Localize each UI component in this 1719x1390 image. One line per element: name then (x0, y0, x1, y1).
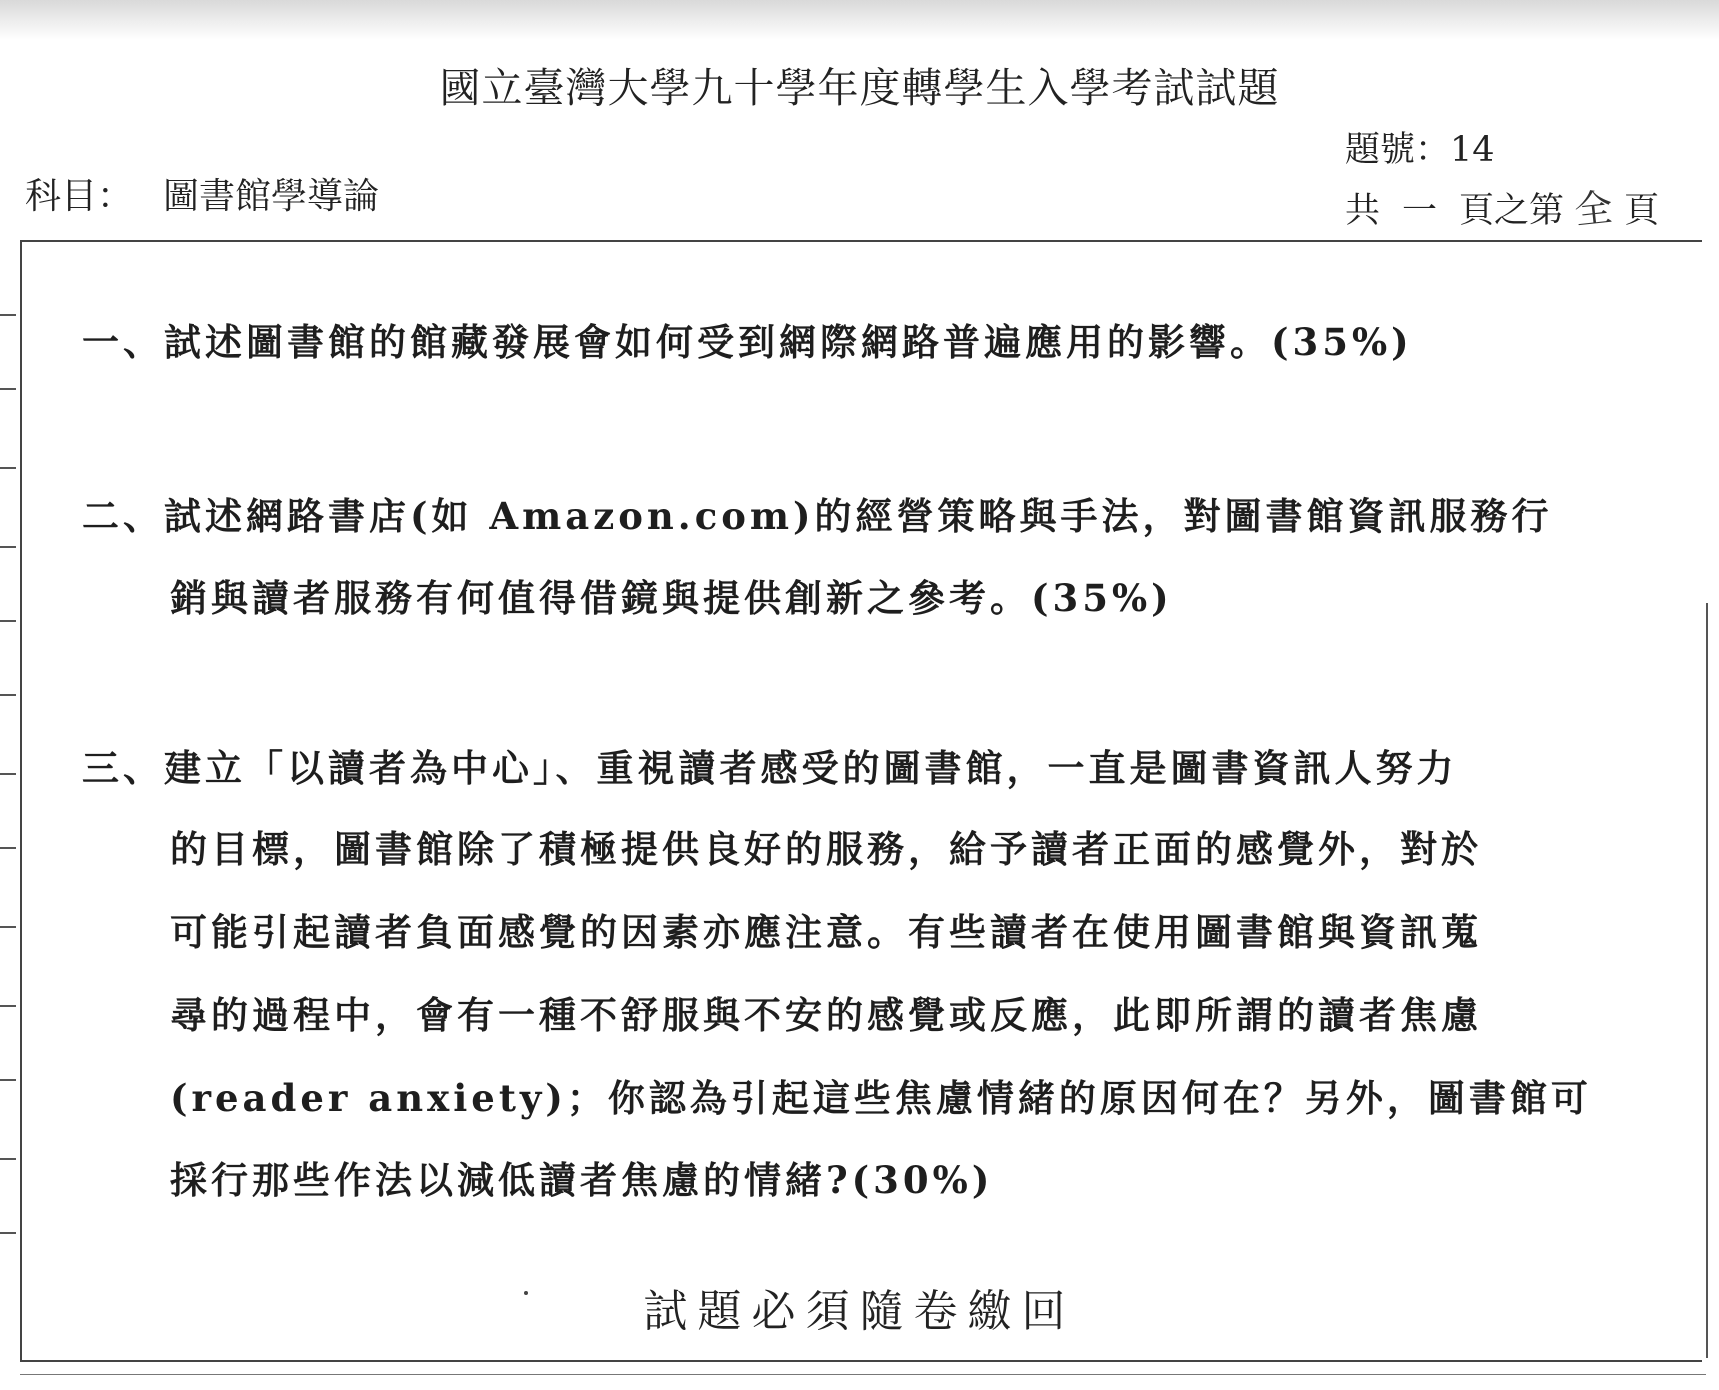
pages-middle: 頁之第 (1459, 191, 1565, 231)
margin-tick (0, 620, 16, 622)
margin-tick (0, 467, 16, 469)
margin-tick (0, 1232, 16, 1234)
subject-label: 科目： (25, 176, 134, 217)
question-3-line-1: 建立「以讀者為中心」、重視讀者感受的圖書館，一直是圖書資訊人努力 (164, 746, 1458, 790)
question-2-number: 二、 (82, 494, 164, 538)
margin-tick (0, 314, 16, 316)
question-3-line-2: 的目標，圖書館除了積極提供良好的服務，給予讀者正面的感覺外，對於 (170, 827, 1482, 871)
margin-tick (0, 1158, 16, 1160)
pages-suffix: 頁 (1624, 191, 1660, 231)
margin-tick (0, 926, 16, 928)
pages-total: 一 (1402, 191, 1438, 231)
page-count (1345, 178, 1659, 233)
scan-shadow (0, 0, 1719, 40)
exam-title: 國立臺灣大學九十學年度轉學生入學考試試題 (439, 64, 1280, 112)
question-3 (82, 738, 1458, 792)
margin-tick (0, 773, 16, 775)
question-1-line-1: 試述圖書館的館藏發展會如何受到網際網路普遍應用的影響。(35%) (164, 320, 1413, 364)
margin-tick (0, 546, 16, 548)
question-3-line-4: 尋的過程中，會有一種不舒服與不安的感覺或反應，此即所謂的讀者焦慮 (170, 993, 1482, 1037)
question-3-line-6: 採行那些作法以減低讀者焦慮的情緒?(30%) (170, 1158, 994, 1202)
bottom-rule (20, 1374, 1706, 1375)
frame-right-edge (1706, 603, 1708, 1358)
question-3-line-3: 可能引起讀者負面感覺的因素亦應注意。有些讀者在使用圖書館與資訊蒐 (170, 910, 1482, 954)
pages-current-handwritten: 全 (1572, 185, 1615, 233)
margin-tick (0, 1005, 16, 1007)
question-number: 題號：14 (1345, 130, 1495, 170)
pages-prefix: 共 (1345, 191, 1381, 231)
margin-tick (0, 694, 16, 696)
margin-tick (0, 847, 16, 849)
footer-notice: 試題必須隨卷繳回 (643, 1286, 1076, 1337)
subject-name: 圖書館學導論 (163, 176, 380, 217)
subject-line (25, 168, 379, 219)
margin-tick (0, 1079, 16, 1081)
question-3-number: 三、 (82, 746, 164, 790)
question-2 (82, 486, 1553, 540)
question-3-line-5: (reader anxiety)；你認為引起這些焦慮情緒的原因何在？另外，圖書館可 (170, 1076, 1592, 1120)
question-2-line-1: 試述網路書店(如 Amazon.com)的經營策略與手法，對圖書館資訊服務行 (164, 494, 1553, 538)
question-1 (82, 312, 1413, 366)
margin-tick (0, 388, 16, 390)
question-2-line-2: 銷與讀者服務有何值得借鏡與提供創新之參考。(35%) (170, 576, 1173, 620)
question-1-number: 一、 (82, 320, 164, 364)
